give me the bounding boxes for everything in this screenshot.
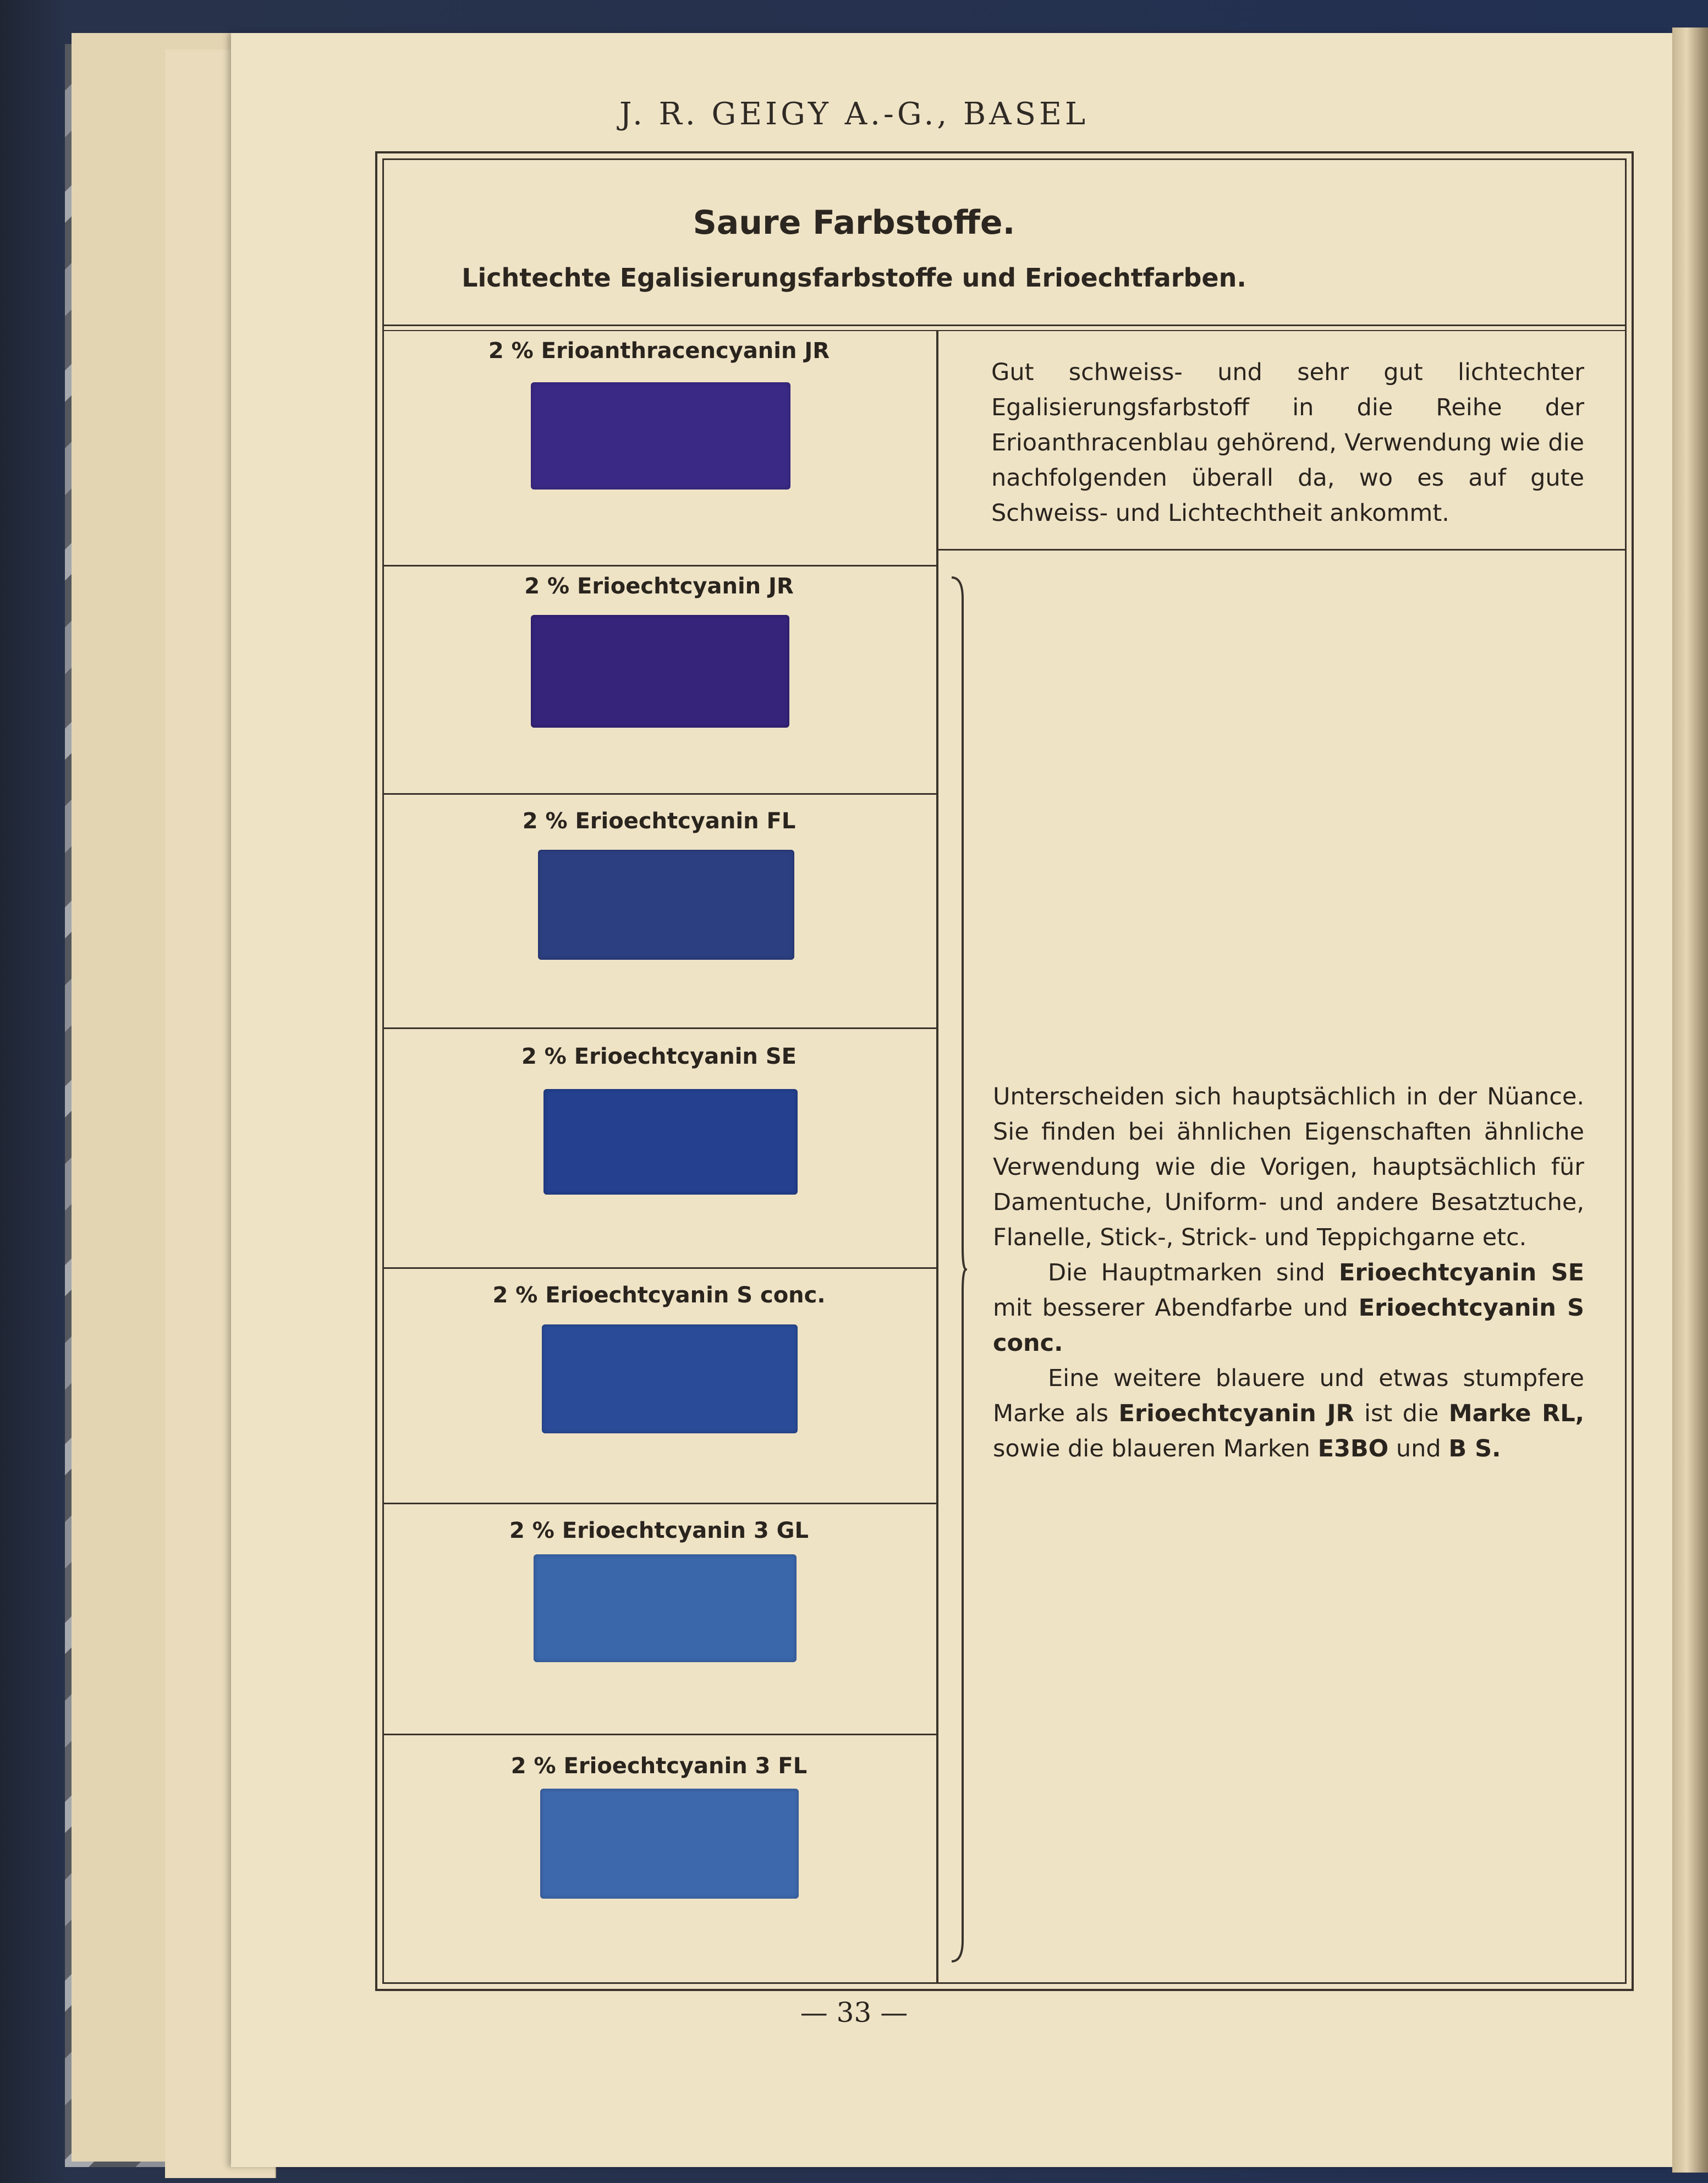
page-number: — 33 —: [800, 1997, 908, 2028]
swatch-erioanthracencyanin-jr: [531, 382, 790, 490]
bold-product-name: Erioechtcyanin S conc.: [993, 1294, 1584, 1357]
sample-label-erioanthracencyanin-jr: 2 % Erioanthracencyanin JR: [488, 338, 830, 364]
heading-divider-double: [382, 330, 1627, 331]
row-divider: [382, 1027, 936, 1029]
row-divider: [382, 1267, 936, 1269]
running-header: J. R. GEIGY A.-G., BASEL: [619, 96, 1089, 132]
sample-label-erioechtcyanin-3fl: 2 % Erioechtcyanin 3 FL: [510, 1753, 808, 1779]
swatch-erioechtcyanin-3gl: [534, 1554, 797, 1662]
sample-label-erioechtcyanin-s-conc: 2 % Erioechtcyanin S conc.: [492, 1283, 826, 1308]
bold-product-name: Erioechtcyanin SE: [1339, 1259, 1584, 1286]
description-erioanthracencyanin: [991, 355, 1584, 531]
section-title: Saure Farbstoffe.: [693, 204, 1015, 242]
bold-product-name: E3BO: [1317, 1435, 1389, 1462]
swatch-erioechtcyanin-fl: [538, 850, 794, 960]
bold-product-name: B S.: [1448, 1435, 1501, 1462]
text-span: ist die: [1364, 1400, 1439, 1427]
sample-label-erioechtcyanin-3gl: 2 % Erioechtcyanin 3 GL: [509, 1518, 809, 1543]
column-divider: [936, 330, 938, 1984]
text-span: sowie die blaueren Marken: [993, 1435, 1310, 1462]
text-span: und: [1396, 1435, 1441, 1462]
swatch-erioechtcyanin-s-conc: [542, 1324, 798, 1433]
group-paragraph-3: [993, 1361, 1584, 1466]
heading-divider: [382, 325, 1627, 326]
group-paragraph-2: [993, 1255, 1584, 1361]
grouping-brace: [951, 576, 967, 1962]
description-group: [993, 1079, 1584, 1466]
description-divider: [936, 549, 1627, 551]
row-divider: [382, 1503, 936, 1504]
section-subtitle: Lichtechte Egalisierungsfarbstoffe und Erioechtfarben.: [462, 263, 1246, 293]
row-divider: [382, 565, 936, 567]
swatch-erioechtcyanin-se: [543, 1089, 798, 1195]
sample-label-erioechtcyanin-se: 2 % Erioechtcyanin SE: [521, 1044, 797, 1069]
swatch-erioechtcyanin-jr: [531, 615, 789, 728]
text-span: Eine weitere blauere und etwas stumpfere Marke als: [993, 1365, 1584, 1427]
sample-label-erioechtcyanin-jr: 2 % Erioechtcyanin JR: [524, 574, 794, 599]
group-paragraph-1: Unterscheiden sich hauptsächlich in der Nüance. Sie finden bei ähnlichen Eigenschaften ähnliche Verwendung wie die Vorigen, hauptsächlich für Damentuche, Uniform- und andere Besatztuche, Flanelle, Stick-, Strick- und Teppichgarne etc.: [993, 1083, 1584, 1251]
row-divider: [382, 1734, 936, 1735]
bold-product-name: Marke RL,: [1448, 1400, 1584, 1427]
text-span: mit besserer Abendfarbe und: [993, 1294, 1348, 1322]
page-edge-right: [1672, 28, 1708, 2173]
description-text: Gut schweiss- und sehr gut lichtechter Egalisierungsfarbstoff in die Reihe der Erioanthracenblau gehörend, Verwendung wie die nachfolgenden überall da, wo es auf gute Schweiss- und Lichtechtheit ankommt.: [991, 359, 1584, 527]
row-divider: [382, 793, 936, 795]
bold-product-name: Erioechtcyanin JR: [1118, 1400, 1354, 1427]
swatch-erioechtcyanin-3fl: [540, 1789, 799, 1899]
text-span: Die Hauptmarken sind: [1048, 1259, 1325, 1286]
sample-label-erioechtcyanin-fl: 2 % Erioechtcyanin FL: [522, 809, 796, 834]
